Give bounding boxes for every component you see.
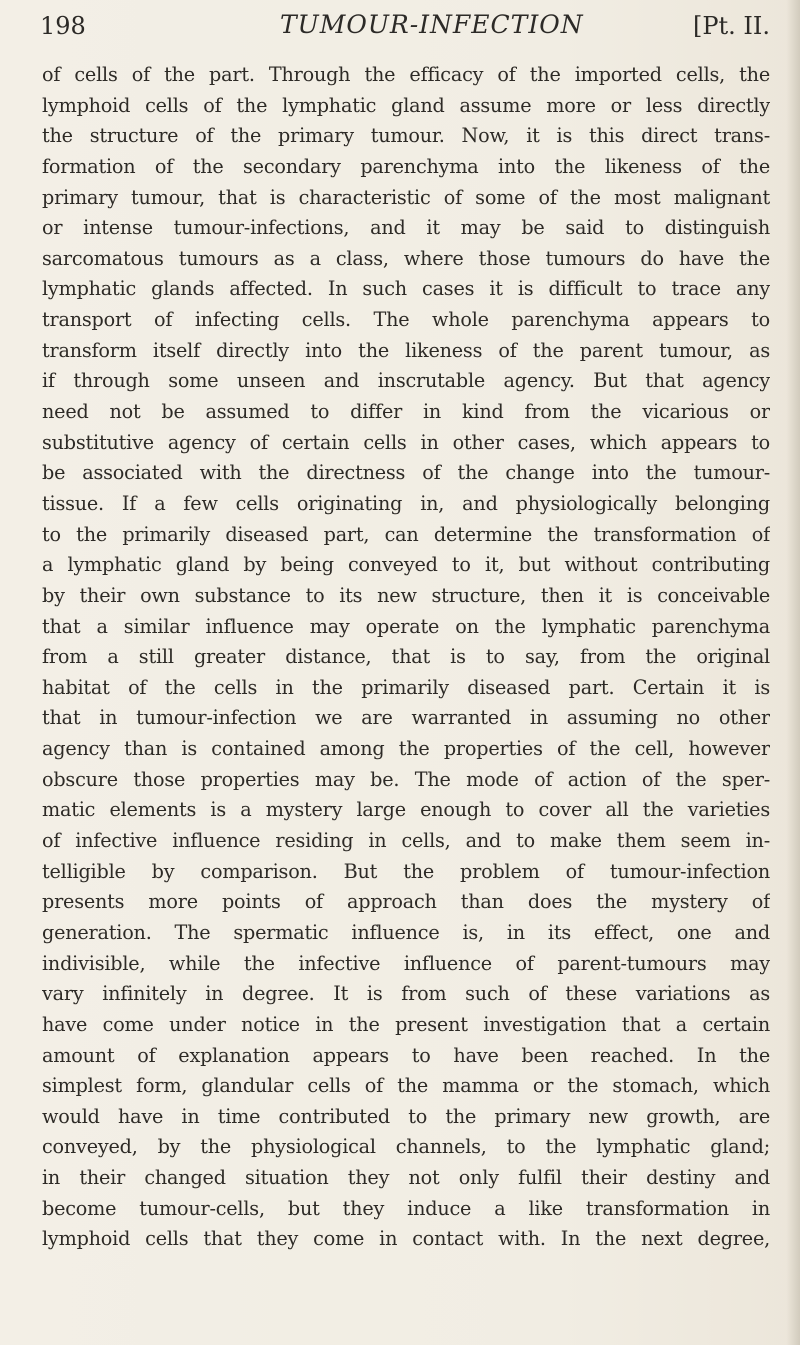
text-line: matic elements is a mystery large enough to cover all the varieties <box>42 798 770 822</box>
text-line: from a still greater distance, that is to say, from the original <box>42 645 770 669</box>
page-number: 198 <box>40 12 86 40</box>
text-line: the structure of the primary tumour. Now, it is this direct trans- <box>42 124 770 148</box>
text-line: lymphatic glands affected. In such cases it is difficult to trace any <box>42 277 770 301</box>
text-line: transport of infecting cells. The whole parenchyma appears to <box>42 308 770 332</box>
running-title: TUMOUR-INFECTION <box>280 10 584 39</box>
page-header <box>40 8 770 48</box>
body-text <box>42 60 770 1255</box>
text-line: amount of explanation appears to have been reached. In the <box>42 1043 770 1067</box>
text-line: primary tumour, that is characteristic of some of the most malignant <box>42 185 770 209</box>
text-line: to the primarily diseased part, can determine the transformation of <box>42 522 770 546</box>
text-line: generation. The spermatic influence is, in its effect, one and <box>42 920 770 944</box>
text-line: need not be assumed to differ in kind from the vicarious or <box>42 400 770 424</box>
text-line: in their changed situation they not only fulfil their destiny and <box>42 1166 770 1190</box>
text-line: lymphoid cells that they come in contact with. In the next degree, <box>42 1227 770 1251</box>
text-line: tissue. If a few cells originating in, and physiologically belonging <box>42 491 770 515</box>
text-line: obscure those properties may be. The mode of action of the sper- <box>42 767 770 791</box>
text-line: become tumour-cells, but they induce a like transformation in <box>42 1196 770 1220</box>
text-line: lymphoid cells of the lymphatic gland assume more or less directly <box>42 93 770 117</box>
text-line: of cells of the part. Through the efficacy of the imported cells, the <box>42 63 770 86</box>
text-line: if through some unseen and inscrutable agency. But that agency <box>42 369 770 393</box>
text-line: transform itself directly into the likeness of the parent tumour, as <box>42 338 770 362</box>
text-line: presents more points of approach than does the mystery of <box>42 890 770 914</box>
text-line: agency than is contained among the properties of the cell, however <box>42 737 770 761</box>
text-line: substitutive agency of certain cells in other cases, which appears to <box>42 430 770 454</box>
text-line: formation of the secondary parenchyma into the likeness of the <box>42 154 770 178</box>
text-line: simplest form, glandular cells of the mamma or the stomach, which <box>42 1074 770 1098</box>
text-line: telligible by comparison. But the problem of tumour-infection <box>42 859 770 883</box>
text-line: vary infinitely in degree. It is from such of these variations as <box>42 982 770 1006</box>
text-line: of infective influence residing in cells, and to make them seem in- <box>42 829 770 853</box>
text-line: sarcomatous tumours as a class, where those tumours do have the <box>42 246 770 270</box>
text-line: by their own substance to its new structure, then it is conceivable <box>42 583 770 607</box>
page-edge-shadow <box>786 0 800 1345</box>
part-label: [Pt. II. <box>692 12 770 40</box>
text-line: or intense tumour-infections, and it may be said to distinguish <box>42 216 770 240</box>
text-line: that in tumour-infection we are warranted in assuming no other <box>42 706 770 730</box>
text-line: conveyed, by the physiological channels, to the lymphatic gland; <box>42 1135 770 1159</box>
text-line: would have in time contributed to the primary new growth, are <box>42 1104 770 1128</box>
text-line: that a similar influence may operate on the lymphatic parenchyma <box>42 614 770 638</box>
text-line: habitat of the cells in the primarily diseased part. Certain it is <box>42 675 770 699</box>
text-line: indivisible, while the infective influence of parent-tumours may <box>42 951 770 975</box>
text-line: a lymphatic gland by being conveyed to it, but without contributing <box>42 553 770 577</box>
text-line: be associated with the directness of the change into the tumour- <box>42 461 770 485</box>
text-line: have come under notice in the present investigation that a certain <box>42 1012 770 1036</box>
